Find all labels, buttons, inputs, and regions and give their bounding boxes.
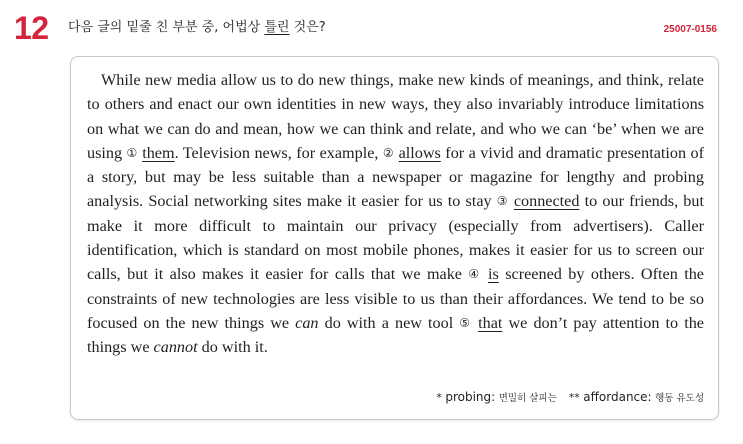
- passage-segment: for a vivid and dramatic presentation of a story, but may be less suitable than a newspaper or magazine for lengthy and probing analysis. Social networking sites make it easier for us to stay: [87, 143, 705, 211]
- footnotes: [436, 389, 704, 407]
- footnote-gloss: 면밀히 살피는: [498, 393, 557, 404]
- passage-segment: do with a new tool: [318, 313, 460, 332]
- italic-word: cannot: [153, 338, 198, 357]
- passage-segment: do with it.: [197, 338, 268, 357]
- italic-word: can: [295, 313, 319, 332]
- underlined-choice-2: allows: [398, 143, 441, 162]
- question-prompt: [68, 18, 326, 38]
- footnote-term: affordance:: [583, 390, 652, 404]
- underlined-choice-5: that: [478, 313, 503, 332]
- footnote-term: probing:: [445, 390, 496, 404]
- underlined-choice-1: them: [142, 143, 175, 162]
- prompt-emphasis: 틀린: [264, 20, 290, 35]
- passage-segment: While new media allow us to do new things, make new kinds of meanings, and think, relate to others and enact our own identities in new ways, they also invariably introduce limitations on what we can do and mean, how we can think and relate, and who we can ‘be’ when we are using: [87, 71, 704, 162]
- choice-marker-3: ③: [496, 194, 509, 209]
- question-number: 12: [14, 10, 49, 46]
- underlined-choice-3: connected: [513, 192, 580, 211]
- choice-marker-2: ②: [382, 145, 395, 160]
- passage-text: [87, 68, 704, 360]
- question-code: 25007-0156: [663, 24, 717, 35]
- prompt-text-after: 것은?: [289, 20, 326, 35]
- prompt-text-before: 다음 글의 밑줄 친 부분 중, 어법상: [68, 20, 265, 35]
- passage-segment: to our friends, but make it more difficult to maintain our privacy (especially from advertisers). Caller identification, which is standard on most mobile phones, makes it easier for us to screen our calls, but it also makes it easier for calls that we make: [87, 192, 704, 284]
- choice-marker-5: ⑤: [459, 315, 473, 330]
- footnote-gloss: 행동 유도성: [655, 393, 704, 404]
- choice-marker-1: ①: [126, 145, 138, 160]
- passage-segment: screened by others. Often the constraints of new technologies are less visible to us than their affordances. We tend to be so focused on the new things we: [87, 265, 704, 332]
- footnote-mark: **: [568, 391, 580, 404]
- passage-segment: we don’t pay attention to the things we: [87, 313, 704, 357]
- passage-box: [70, 56, 719, 420]
- footnote-mark: *: [436, 391, 442, 404]
- passage-segment: . Television news, for example,: [174, 143, 383, 162]
- choice-marker-4: ④: [468, 267, 482, 282]
- underlined-choice-4: is: [488, 265, 499, 284]
